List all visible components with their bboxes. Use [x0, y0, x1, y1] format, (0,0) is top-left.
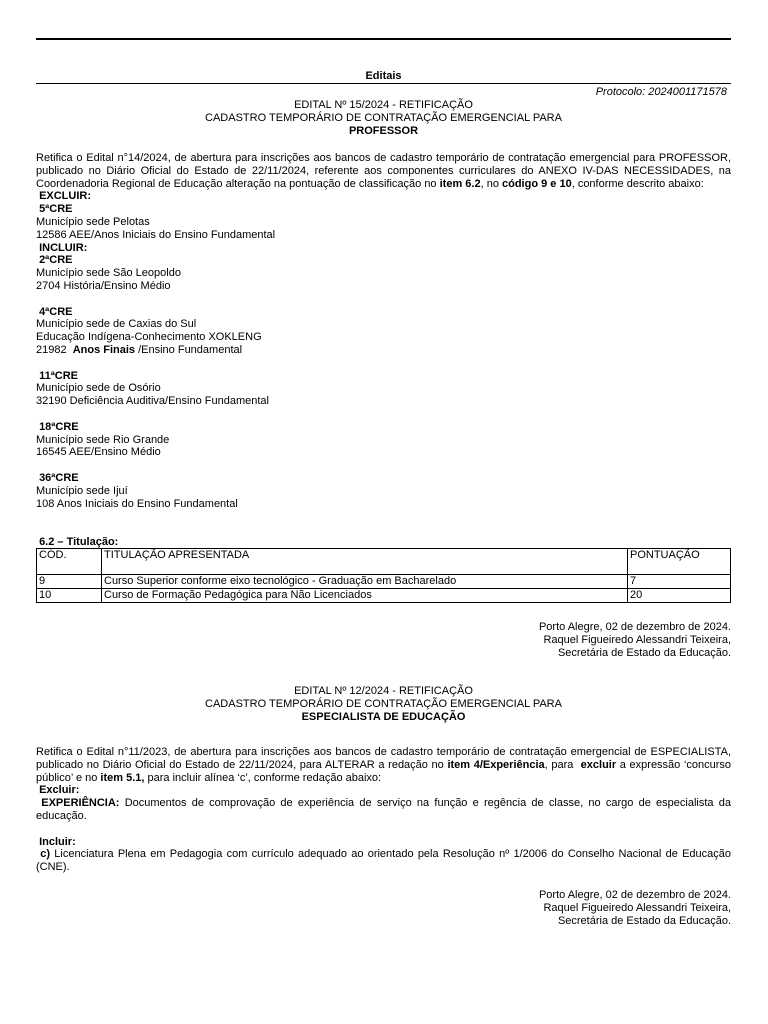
table-cell: 7 — [628, 575, 731, 589]
cre-label: 11ªCRE — [39, 369, 78, 382]
component-line: Educação Indígena-Conhecimento XOKLENG — [36, 331, 262, 344]
component-item: 12586 AEE/Anos Iniciais do Ensino Fundamental — [36, 228, 276, 241]
table-header-row — [37, 549, 731, 575]
cre-label: 18ªCRE — [39, 420, 79, 433]
signature-role: Secretária de Estado da Educação. — [557, 914, 731, 927]
incluir-label: INCLUIR: — [39, 241, 88, 254]
table-row — [37, 589, 731, 603]
table-title: 6.2 – Titulação: — [39, 536, 119, 548]
edital1-heading — [36, 99, 731, 137]
table-row — [37, 575, 731, 589]
section-rule — [36, 83, 731, 84]
alinea-c-text: c) Licenciatura Plena em Pedagogia com currículo adequado ao orientado pela Resolução nº 1/2006 do Conselho Nacional de Educação (CNE). — [36, 848, 731, 874]
edital2-intro: Retifica o Edital n°11/2023, de abertura para inscrições aos bancos de cadastro temporário de contratação emergencial de ESPECIALISTA, publicado no Diário Oficial do Estado de 22/11/2024, para ALTERAR a redação no item 4/Experiência, para excluir a expressão ‘concurso público’ e no item 5.1, para incluir alínea ‘c’, conforme redação abaixo: — [36, 746, 732, 784]
municipio: Município sede São Leopoldo — [36, 267, 181, 280]
cre-label: 36ªCRE — [39, 471, 79, 484]
component-item: 2704 História/Ensino Médio — [36, 279, 171, 292]
edital2-target: ESPECIALISTA DE EDUCAÇÃO — [301, 710, 466, 723]
edital1-subtitle: CADASTRO TEMPORÁRIO DE CONTRATAÇÃO EMERGENCIAL PARA — [205, 111, 562, 124]
edital2-body — [36, 746, 731, 874]
component-item: 32190 Deficiência Auditiva/Ensino Fundamental — [36, 395, 269, 408]
edital1-target: PROFESSOR — [348, 124, 419, 137]
municipio: Município sede Rio Grande — [36, 433, 170, 446]
table-cell: 20 — [628, 589, 731, 603]
excluir-label: Excluir: — [39, 784, 80, 797]
table-cell: 10 — [37, 589, 102, 603]
edital2-heading — [36, 685, 731, 723]
edital1-body — [36, 152, 731, 510]
protocol-number: Protocolo: 2024001171578 — [595, 86, 727, 98]
edital1-title: EDITAL Nº 15/2024 - RETIFICAÇÃO — [294, 99, 473, 111]
cre-label: 4ªCRE — [39, 305, 73, 318]
signature-name: Raquel Figueiredo Alessandri Teixeira, — [543, 633, 731, 646]
cre-label: 2ªCRE — [39, 254, 73, 267]
table-cell: Curso Superior conforme eixo tecnológico - Graduação em Bacharelado — [102, 575, 628, 589]
municipio: Município sede de Caxias do Sul — [36, 318, 197, 331]
table-header-cell: TITULAÇÃO APRESENTADA — [102, 549, 628, 575]
municipio: Município sede Ijuí — [36, 484, 128, 497]
edital1-signature — [36, 621, 731, 659]
signature-role: Secretária de Estado da Educação. — [557, 646, 731, 659]
signature-date: Porto Alegre, 02 de dezembro de 2024. — [538, 889, 731, 901]
signature-name: Raquel Figueiredo Alessandri Teixeira, — [543, 901, 731, 914]
edital2-title: EDITAL Nº 12/2024 - RETIFICAÇÃO — [294, 685, 473, 697]
experiencia-text: EXPERIÊNCIA: Documentos de comprovação de experiência de serviço na função e regência de classe, no cargo de especialista da educação. — [36, 797, 731, 822]
municipio: Município sede de Osório — [36, 382, 161, 395]
edital2-signature — [36, 889, 731, 927]
section-title: Editais — [365, 70, 402, 82]
municipio: Município sede Pelotas — [36, 215, 150, 228]
table-header-cell: CÓD. — [37, 549, 102, 575]
component-item: 21982 Anos Finais /Ensino Fundamental — [36, 343, 243, 356]
component-item: 16545 AEE/Ensino Médio — [36, 446, 161, 459]
table-cell: 9 — [37, 575, 102, 589]
excluir-label: EXCLUIR: — [39, 190, 92, 203]
cre-label: 5ªCRE — [39, 203, 73, 216]
incluir-label: Incluir: — [39, 835, 76, 848]
component-item: 108 Anos Iniciais do Ensino Fundamental — [36, 497, 238, 510]
table-cell: Curso de Formação Pedagógica para Não Licenciados — [102, 589, 628, 603]
edital2-subtitle: CADASTRO TEMPORÁRIO DE CONTRATAÇÃO EMERGENCIAL PARA — [205, 697, 562, 710]
titulacao-table — [36, 548, 731, 603]
signature-date: Porto Alegre, 02 de dezembro de 2024. — [538, 621, 731, 633]
edital1-intro: Retifica o Edital n°14/2024, de abertura para inscrições aos bancos de cadastro temporário de contratação emergencial para PROFESSOR, publicado no Diário Oficial do Estado de 22/11/2024, referente aos componentes curriculares do ANEXO IV-DAS NECESSIDADES, na Coordenadoria Regional de Educação alteração na pontuação de classificação no item 6.2, no código 9 e 10, conforme descrito abaixo: — [36, 152, 731, 190]
table-header-cell: PONTUAÇÃO — [628, 549, 731, 575]
top-rule — [36, 38, 731, 40]
